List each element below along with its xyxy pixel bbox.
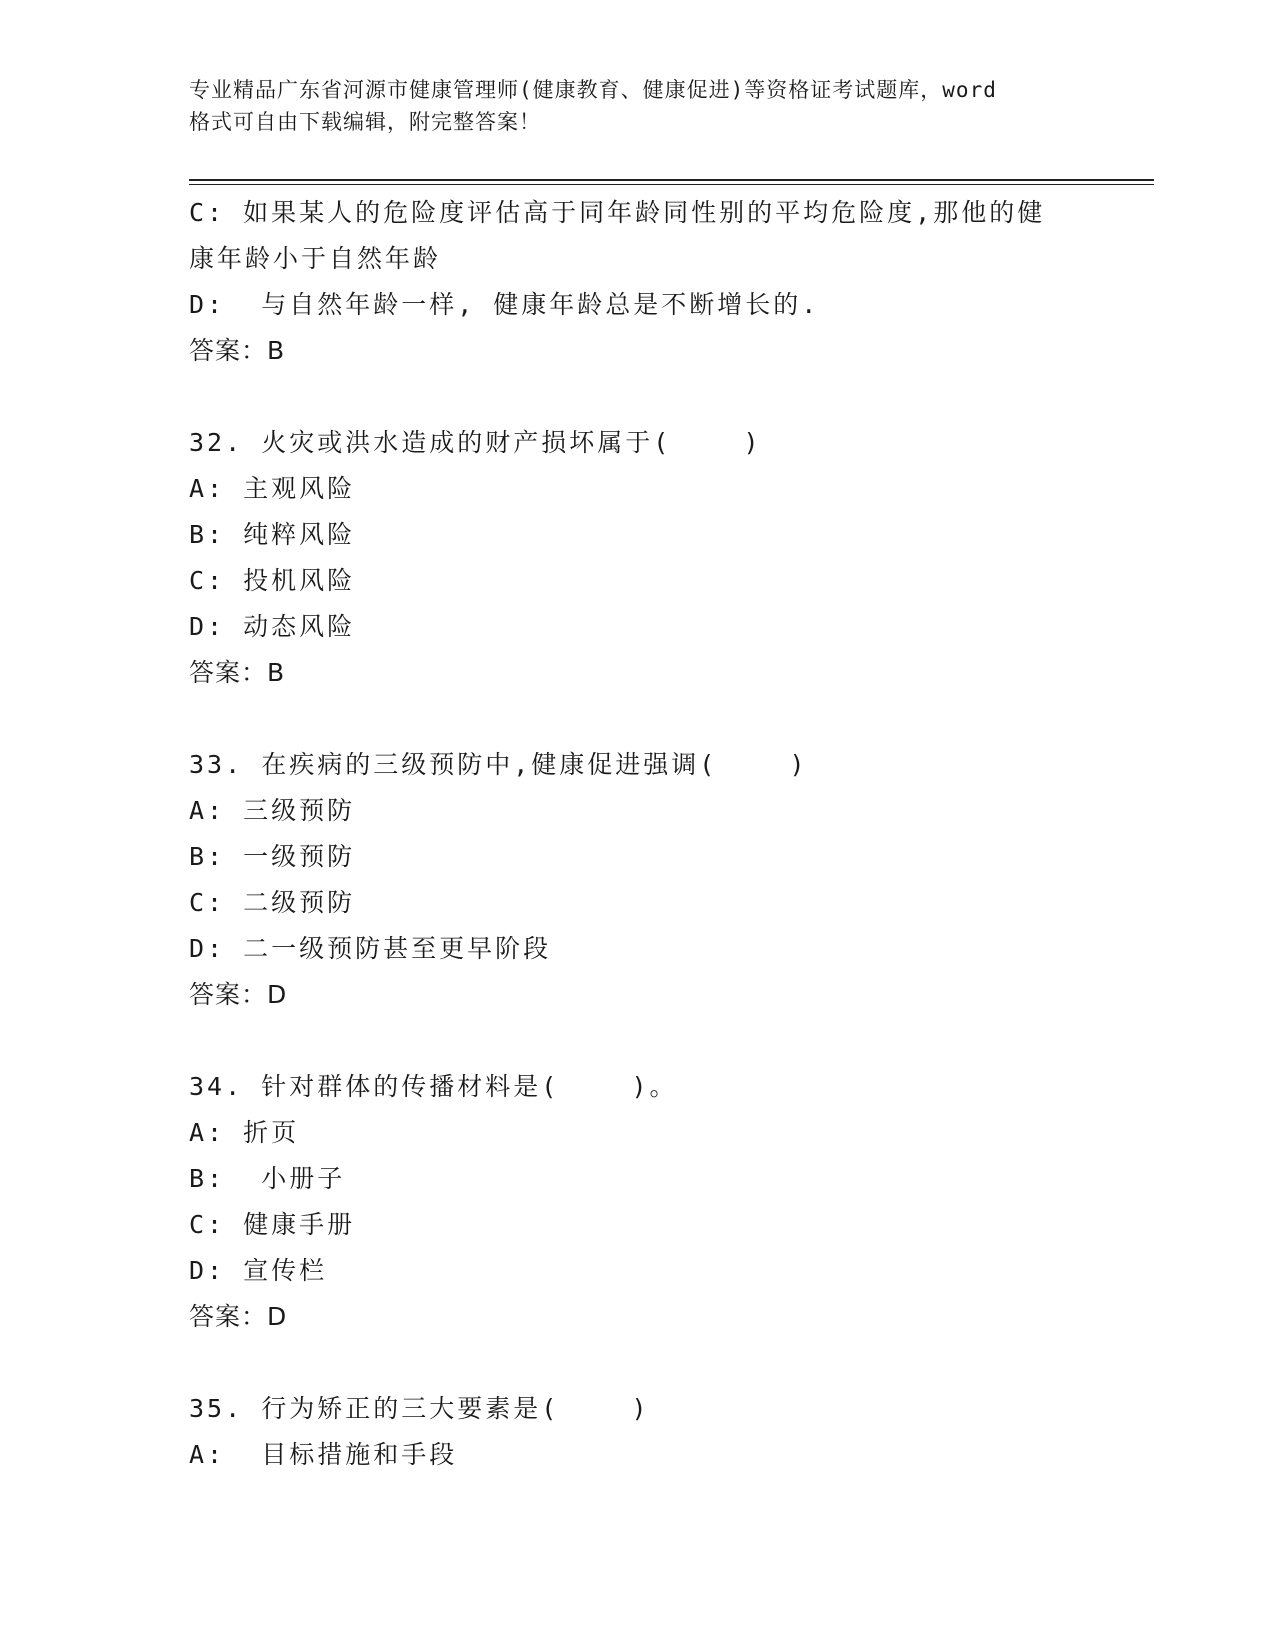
option-d: D: 动态风险 [189,612,356,641]
question-stem: 35. 行为矫正的三大要素是( ) [189,1394,650,1423]
option-c-line-2: 康年龄小于自然年龄 [189,244,442,273]
answer: 答案：B [189,658,286,687]
option-c: C: 二级预防 [189,888,356,917]
question-34 [189,1064,1089,1340]
header-line-1: 专业精品广东省河源市健康管理师(健康教育、健康促进)等资格证考试题库，word [189,78,997,102]
spacer [189,374,1089,420]
option-b: B: 一级预防 [189,842,356,871]
answer: 答案：B [189,336,286,365]
option-d: D: 与自然年龄一样, 健康年龄总是不断增长的. [189,290,820,319]
option-a: A: 三级预防 [189,796,356,825]
option-a: A: 主观风险 [189,474,356,503]
option-b: B: 小册子 [189,1164,346,1193]
spacer [189,1018,1089,1064]
option-b: B: 纯粹风险 [189,520,356,549]
header-line-2: 格式可自由下载编辑，附完整答案！ [189,110,541,134]
option-c: C: 投机风险 [189,566,356,595]
answer: 答案：D [189,1302,288,1331]
option-d: D: 二一级预防甚至更早阶段 [189,934,552,963]
question-stem: 32. 火灾或洪水造成的财产损坏属于( ) [189,428,762,457]
continued-question [189,190,1089,374]
header-divider-thick [189,179,1154,181]
question-33 [189,742,1089,1018]
spacer [189,1340,1089,1386]
question-35 [189,1386,1089,1478]
question-list [189,190,1089,1478]
question-stem: 33. 在疾病的三级预防中,健康促进强调( ) [189,750,808,779]
question-32 [189,420,1089,696]
option-a: A: 折页 [189,1118,300,1147]
option-c-line-1: C: 如果某人的危险度评估高于同年龄同性别的平均危险度,那他的健 [189,198,1046,227]
question-stem: 34. 针对群体的传播材料是( )。 [189,1072,678,1101]
option-c: C: 健康手册 [189,1210,356,1239]
option-a: A: 目标措施和手段 [189,1440,458,1469]
spacer [189,696,1089,742]
document-header [189,74,1089,138]
answer: 答案：D [189,980,288,1009]
option-d: D: 宣传栏 [189,1256,328,1285]
header-divider-thin [189,184,1154,185]
